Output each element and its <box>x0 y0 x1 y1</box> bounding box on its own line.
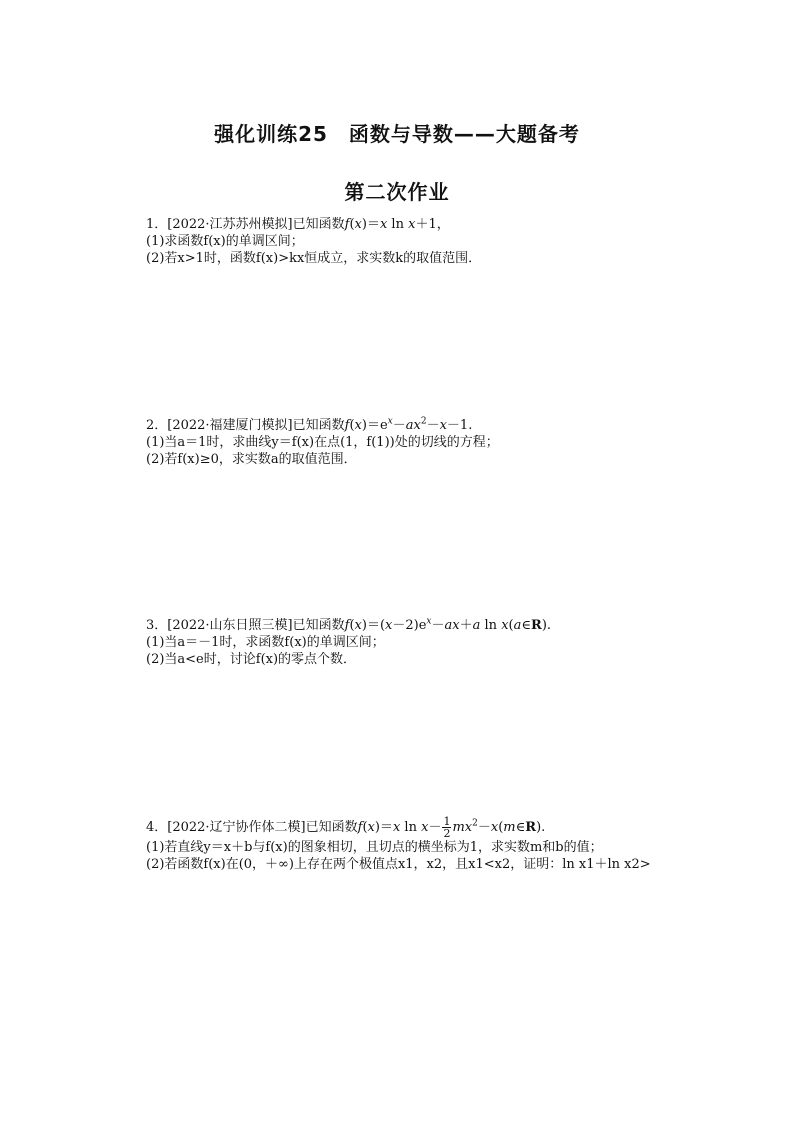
problem-1-part-1: (1)求函数f(x)的单调区间； <box>146 234 304 249</box>
problem-4-formula: f(x)＝x ln x－ $\frac{1}{2}$ $mx^2-x(m\in R)$. <box>357 815 546 840</box>
problem-1-part-2: (2)若x>1时，函数f(x)>kx恒成立，求实数k的取值范围． <box>146 251 482 266</box>
problem-4 <box>146 816 666 873</box>
problem-2-part-2: (2)若f(x)≥0，求实数a的取值范围． <box>146 452 357 467</box>
problem-2-formula: $f(x)=e^x-ax^2-x-1$. <box>344 416 473 433</box>
fraction-one-half: $\frac{1}{2}$ <box>443 815 451 840</box>
problem-3 <box>146 617 666 668</box>
problem-1-lead: 1．[2022·江苏苏州模拟]已知函数 <box>146 217 345 232</box>
problem-4-part-2: (2)若函数f(x)在(0，＋∞)上存在两个极值点x1，x2，且x1<x2，证明：ln x1＋ln x2> <box>146 857 651 872</box>
problem-4-lead: 4．[2022·辽宁协作体二模]已知函数 <box>146 820 358 835</box>
problem-2 <box>146 417 666 468</box>
problem-4-statement <box>146 816 666 839</box>
problem-4-part-1: (1)若直线y＝x＋b与f(x)的图象相切，且切点的横坐标为1，求实数m和b的值； <box>146 840 603 855</box>
problem-1 <box>146 216 666 267</box>
problem-1-statement <box>146 216 666 233</box>
problem-3-part-1: (1)当a＝－1时，求函数f(x)的单调区间； <box>146 635 385 650</box>
problem-3-statement <box>146 617 666 634</box>
problem-2-part-1: (1)当a＝1时，求曲线y＝f(x)在点(1，f(1))处的切线的方程； <box>146 435 499 450</box>
page-subtitle: 第二次作业 <box>344 180 450 204</box>
problem-1-formula: f(x)＝x ln x＋1， <box>344 217 450 232</box>
page-title: 强化训练25 函数与导数——大题备考 <box>214 122 580 146</box>
problem-3-lead: 3．[2022·山东日照三模]已知函数 <box>146 618 345 633</box>
problem-2-lead: 2．[2022·福建厦门模拟]已知函数 <box>146 418 345 433</box>
problem-2-statement <box>146 417 666 434</box>
problem-3-formula: $f(x)=(x-2)e^x-ax+a$ ln x(a∈R). <box>344 616 552 633</box>
problem-3-part-2: (2)当a<e时，讨论f(x)的零点个数． <box>146 652 357 667</box>
